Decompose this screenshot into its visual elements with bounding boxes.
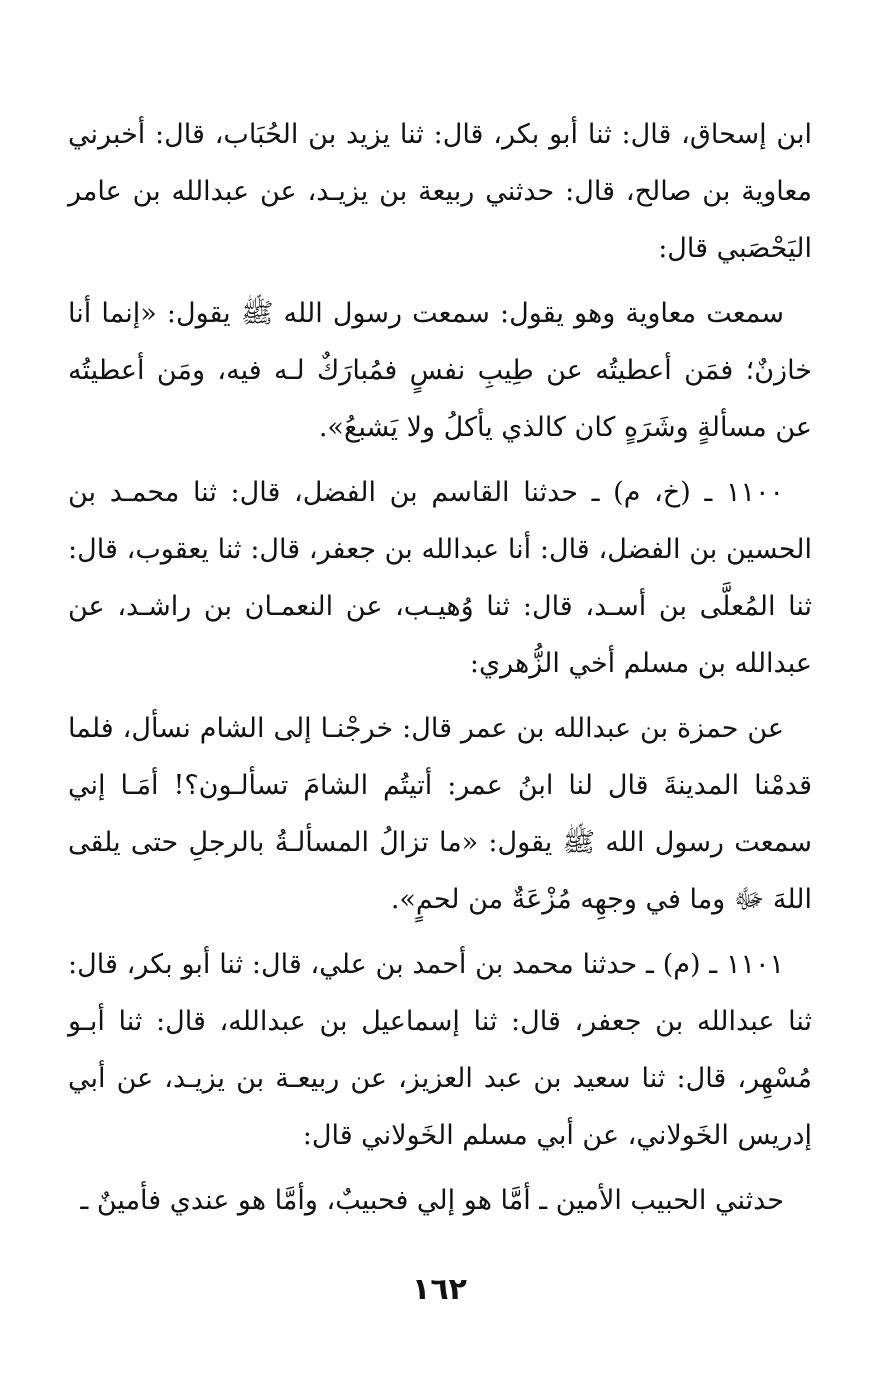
page-number: ١٦٢ bbox=[412, 1272, 467, 1307]
paragraph-hadith-1100-matn: عن حمزة بن عبدالله بن عمر قال: خرجْنـا إلى الشام نسأل، فلما قدمْنا المدينةَ قال لنا ابنُ عمر: أتيتُم الشامَ تسألـون؟! أمَـا إني سمعت رسول الله ﷺ يقول: «ما تزالُ المسألـةُ بالرجلِ حتى يلقى اللهَ ﷻ وما في وجهِه مُزْعَةٌ من لحمٍ». bbox=[68, 713, 812, 915]
paragraph-hadith-khazin: سمعت معاوية وهو يقول: سمعت رسول الله ﷺ يقول: «إنما أنا خازنٌ؛ فمَن أعطيتُه عن طِيبِ نفسٍ فمُبارَكٌ لـه فيه، ومَن أعطيتُه عن مسألةٍ وشَرَهٍ كان كالذي يأكلُ ولا يَشبعُ». bbox=[68, 298, 812, 443]
paragraph-hadith-1101-matn: حدثني الحبيب الأمين ـ أمَّا هو إلي فحبيبٌ، وأمَّا هو عندي فأمينٌ ـ bbox=[80, 1185, 784, 1216]
paragraph-hadith-1100-isnad: ١١٠٠ ـ (خ، م) ـ حدثنا القاسم بن الفضل، قال: ثنا محمـد بن الحسين بن الفضل، قال: أنا عبدالله بن جعفر، قال: ثنا يعقوب، قال: ثنا المُعلَّى بن أسـد، قال: ثنا وُهيـب، عن النعمـان بن راشـد، عن عبدالله بن مسلم أخي الزُّهري: bbox=[68, 477, 812, 679]
paragraph-hadith-1101-isnad: ١١٠١ ـ (م) ـ حدثنا محمد بن أحمد بن علي، قال: ثنا أبو بكر، قال: ثنا عبدالله بن جعفر، قال: ثنا إسماعيل بن عبدالله، قال: ثنا أبـو مُسْهِر، قال: ثنا سعيد بن عبد العزيز، عن ربيعـة بن يزيـد، عن أبي إدريس الخَولاني، عن أبي مسلم الخَولاني قال: bbox=[68, 949, 812, 1151]
page-body bbox=[68, 106, 812, 1237]
paragraph-isnad-intro: ابن إسحاق، قال: ثنا أبو بكر، قال: ثنا يزيد بن الحُبَاب، قال: أخبرني معاوية بن صالح، قال: حدثني ربيعة بن يزيـد، عن عبدالله بن عامر اليَحْصَبي قال: bbox=[68, 119, 812, 264]
